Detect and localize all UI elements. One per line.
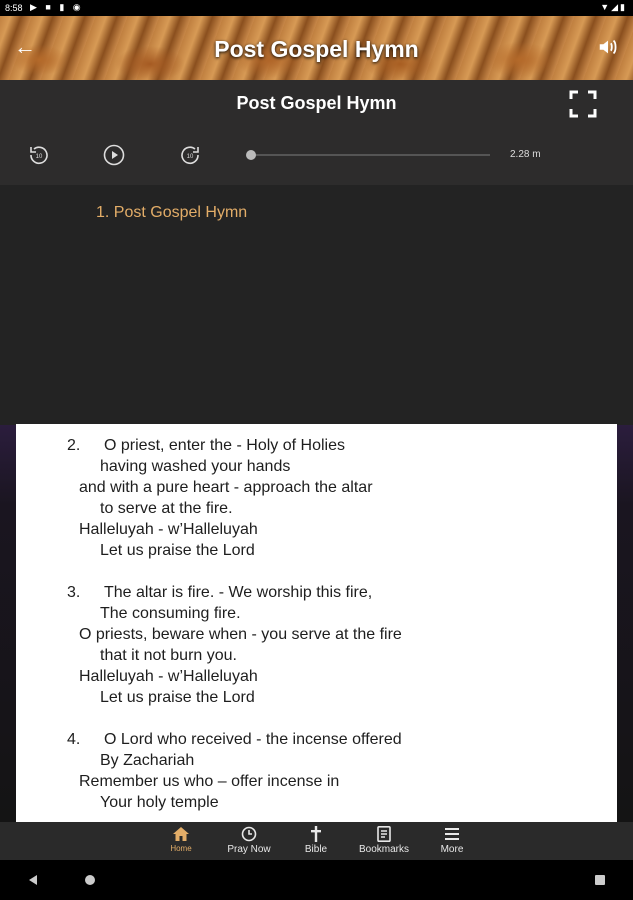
fullscreen-icon[interactable] <box>569 90 597 118</box>
playlist-item-number: 1. <box>96 204 110 221</box>
lyric-line: By Zachariah <box>100 752 195 769</box>
home-icon <box>172 826 190 842</box>
play-button[interactable] <box>103 144 125 166</box>
lyric-line: O priest, enter the - Holy of Holies <box>104 437 345 454</box>
back-arrow-icon[interactable]: ← <box>14 34 36 59</box>
system-back-icon[interactable] <box>27 874 39 886</box>
lyric-line: that it not burn you. <box>100 647 237 664</box>
verse-number: 4. <box>67 731 81 748</box>
progress-track[interactable] <box>250 154 490 156</box>
status-bar <box>0 0 633 16</box>
nav-label-bookmarks: Bookmarks <box>358 844 409 855</box>
lyric-line: having washed your hands <box>100 458 291 475</box>
duration-label: 2.28 m <box>510 149 541 160</box>
playlist-item[interactable] <box>96 204 247 222</box>
progress-knob[interactable] <box>246 150 256 160</box>
playlist-item-title: Post Gospel Hymn <box>113 204 248 221</box>
lyric-line: to serve at the fire. <box>100 500 233 517</box>
audio-player <box>0 80 633 185</box>
nav-label-home: Home <box>170 844 192 853</box>
clock-icon <box>240 826 258 842</box>
verse-number: 2. <box>67 437 81 454</box>
lyric-line: Remember us who – offer incense in <box>79 773 340 790</box>
system-status-icons: ▼◢▮ <box>600 2 627 12</box>
lyric-line: The consuming fire. <box>100 605 241 622</box>
lyric-line: O Lord who received - the incense offered <box>104 731 402 748</box>
rewind-label: 10 <box>35 154 43 160</box>
menu-icon <box>443 826 461 842</box>
nav-label-more: More <box>440 844 464 855</box>
lyric-line: O priests, beware when - you serve at the fire <box>79 626 402 643</box>
verse-number: 3. <box>67 584 81 601</box>
system-home-icon[interactable] <box>84 874 96 886</box>
rewind-10-icon[interactable] <box>28 144 50 166</box>
volume-icon[interactable] <box>597 36 619 58</box>
nav-label-bible: Bible <box>304 844 328 855</box>
player-title: Post Gospel Hymn <box>236 93 397 113</box>
system-nav-bar <box>0 860 633 900</box>
nav-label-pray-now: Pray Now <box>227 844 271 855</box>
nav-item-more[interactable] <box>412 826 492 855</box>
lyric-line: Your holy temple <box>100 794 219 811</box>
status-time: 8:58 <box>5 3 23 13</box>
forward-label: 10 <box>186 154 194 160</box>
lyric-line: Let us praise the Lord <box>100 542 255 559</box>
lyric-line: The altar is fire. - We worship this fire, <box>104 584 373 601</box>
playlist <box>0 185 633 425</box>
app-bar <box>0 16 633 80</box>
system-recents-icon[interactable] <box>594 874 606 886</box>
page-title: Post Gospel Hymn <box>214 36 419 62</box>
notification-icons: ▶ ■ ▮ ◉ <box>30 2 84 12</box>
book-icon <box>375 826 393 842</box>
cross-icon <box>307 826 325 842</box>
lyric-line: Let us praise the Lord <box>100 689 255 706</box>
lyric-line: Halleluyah - w’Halleluyah <box>79 521 258 538</box>
lyrics-panel[interactable] <box>16 424 617 822</box>
bottom-nav <box>0 822 633 860</box>
forward-10-icon[interactable] <box>179 144 201 166</box>
lyric-line: Halleluyah - w’Halleluyah <box>79 668 258 685</box>
lyric-line: and with a pure heart - approach the altar <box>79 479 373 496</box>
